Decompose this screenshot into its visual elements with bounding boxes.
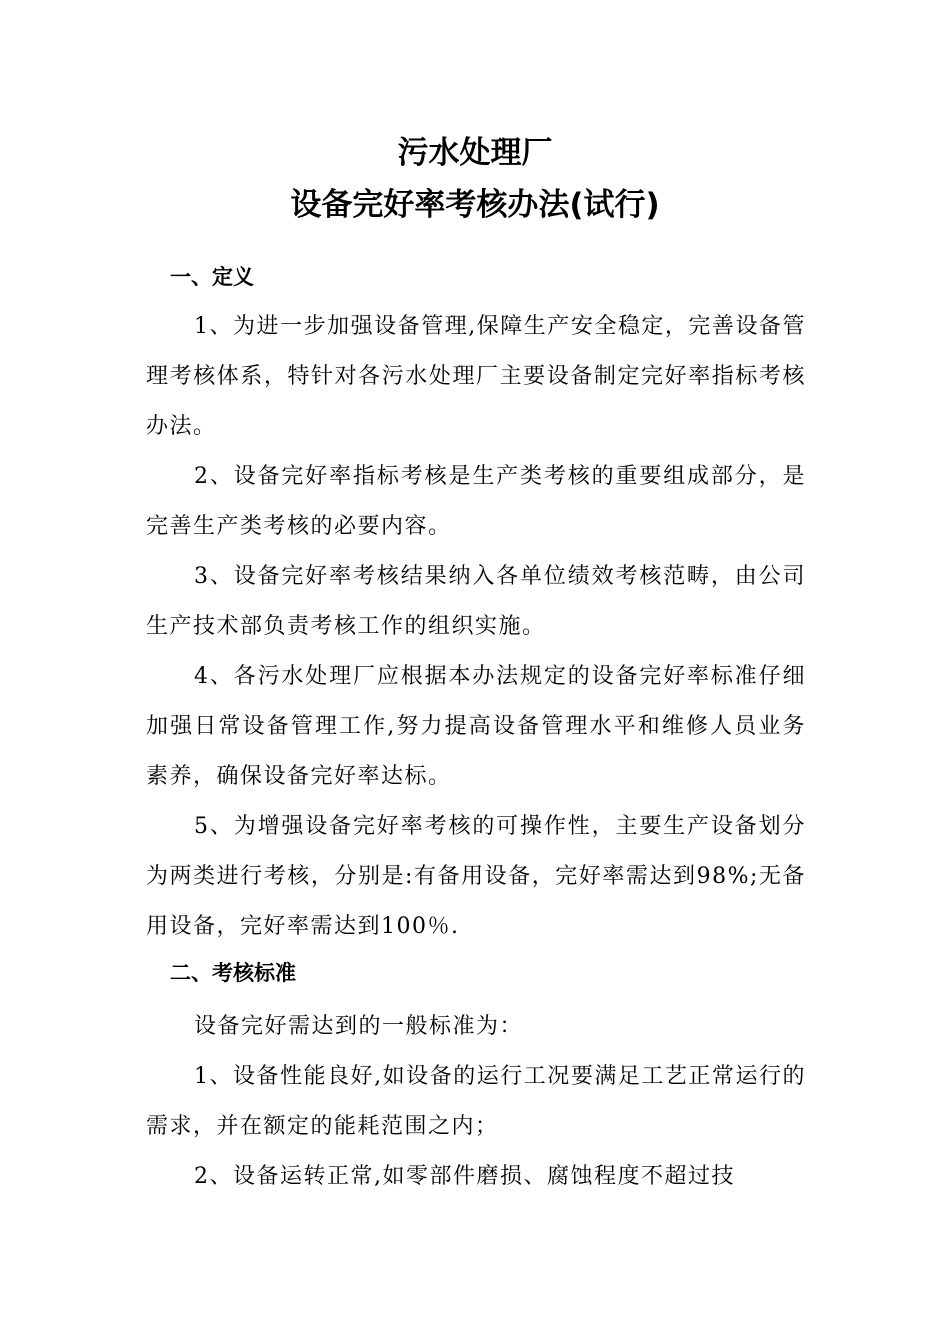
definition-paragraph-3: 3、设备完好率考核结果纳入各单位绩效考核范畴，由公司生产技术部负责考核工作的组织实施。 bbox=[146, 564, 806, 639]
definition-paragraph-5: 5、为增强设备完好率考核的可操作性，主要生产设备划分为两类进行考核，分别是:有备用设备，完好率需达到98%;无备用设备，完好率需达到100％. bbox=[146, 814, 806, 939]
definition-paragraph-4: 4、各污水处理厂应根据本办法规定的设备完好率标准仔细加强日常设备管理工作,努力提高设备管理水平和维修人员业务素养，确保设备完好率达标。 bbox=[146, 664, 806, 789]
section-heading-definition: 一、定义 bbox=[170, 265, 254, 289]
definition-paragraph-1: 1、为进一步加强设备管理,保障生产安全稳定，完善设备管理考核体系，特针对各污水处理厂主要设备制定完好率指标考核办法。 bbox=[146, 314, 806, 439]
standards-paragraph-2: 2、设备运转正常,如零部件磨损、腐蚀程度不超过技 bbox=[194, 1164, 735, 1189]
section-heading-standards: 二、考核标准 bbox=[170, 961, 296, 985]
standards-intro: 设备完好需达到的一般标准为： bbox=[194, 1014, 524, 1039]
standards-paragraph-1: 1、设备性能良好,如设备的运行工况要满足工艺正常运行的需求，并在额定的能耗范围之内； bbox=[146, 1064, 806, 1139]
definition-paragraph-2: 2、设备完好率指标考核是生产类考核的重要组成部分，是完善生产类考核的必要内容。 bbox=[146, 464, 806, 539]
document-title-line2: 设备完好率考核办法(试行) bbox=[290, 187, 660, 223]
document-title-line1: 污水处理厂 bbox=[397, 135, 553, 171]
